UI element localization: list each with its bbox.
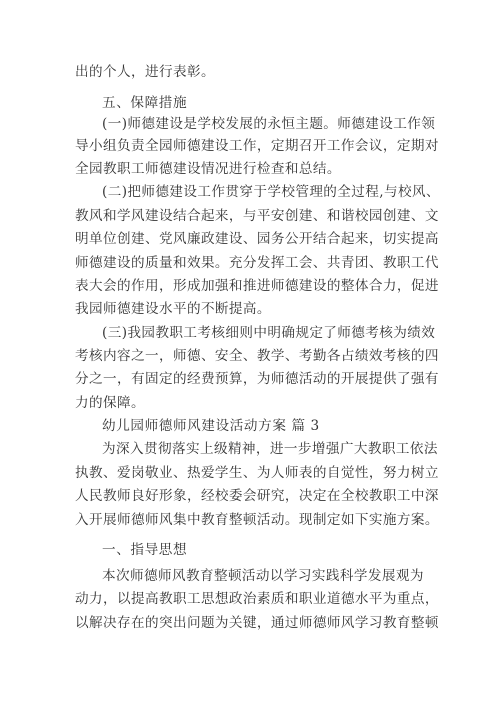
- paragraph-line: 教风和学风建设结合起来，与平安创建、和谐校园创建、文: [75, 208, 439, 224]
- paragraph-line: (二)把师德建设工作贯穿于学校管理的全过程,与校风、: [102, 184, 440, 200]
- paragraph-line: 入开展师德师风集中教育整顿活动。现制定如下实施方案。: [75, 512, 439, 528]
- paragraph-line: 我园师德建设水平的不断提高。: [75, 301, 271, 317]
- paragraph-line: 师德建设的质量和效果。充分发挥工会、共青团、教职工代: [75, 255, 439, 271]
- paragraph-line: 为深入贯彻落实上级精神，进一步增强广大教职工依法: [102, 441, 438, 457]
- paragraph-line: 力的保障。: [75, 395, 145, 411]
- paragraph-line: (三)我园教职工考核细则中明确规定了师德考核为绩效: [102, 325, 436, 341]
- paragraph-line: 执教、爱岗敬业、热爱学生、为人师表的自觉性，努力树立: [75, 465, 439, 481]
- paragraph-line: 人民教师良好形象，经校委会研究，决定在全校教职工中深: [75, 488, 439, 504]
- paragraph-line: 分之一，有固定的经费预算，为师德活动的开展提供了强有: [75, 371, 439, 387]
- paragraph-line: 动力，以提高教职工思想政治素质和职业道德水平为重点，: [75, 591, 439, 607]
- paragraph-line: 出的个人，进行表彰。: [75, 64, 215, 80]
- paragraph-line: 全园教职工师德建设情况进行检查和总结。: [75, 161, 341, 177]
- paragraph-line: 导小组负责全园师德建设工作，定期召开工作会议，定期对: [75, 138, 439, 154]
- paragraph-line: 以解决存在的突出问题为关键，通过师德师风学习教育整顿: [75, 615, 439, 631]
- section-heading: 一、指导思想: [102, 542, 188, 558]
- article-title: 幼儿园师德师风建设活动方案 篇 3: [102, 418, 320, 434]
- paragraph-line: 明单位创建、党风廉政建设、园务公开结合起来，切实提高: [75, 231, 439, 247]
- paragraph-line: (一)师德建设是学校发展的永恒主题。师德建设工作领: [102, 116, 436, 132]
- paragraph-line: 表大会的作用，形成加强和推进师德建设的整体合力，促进: [75, 278, 439, 294]
- paragraph-line: 考核内容之一，师德、安全、教学、考勤各占绩效考核的四: [75, 348, 439, 364]
- paragraph-line: 本次师德师风教育整顿活动以学习实践科学发展观为: [102, 568, 424, 584]
- section-heading: 五、保障措施: [102, 95, 188, 111]
